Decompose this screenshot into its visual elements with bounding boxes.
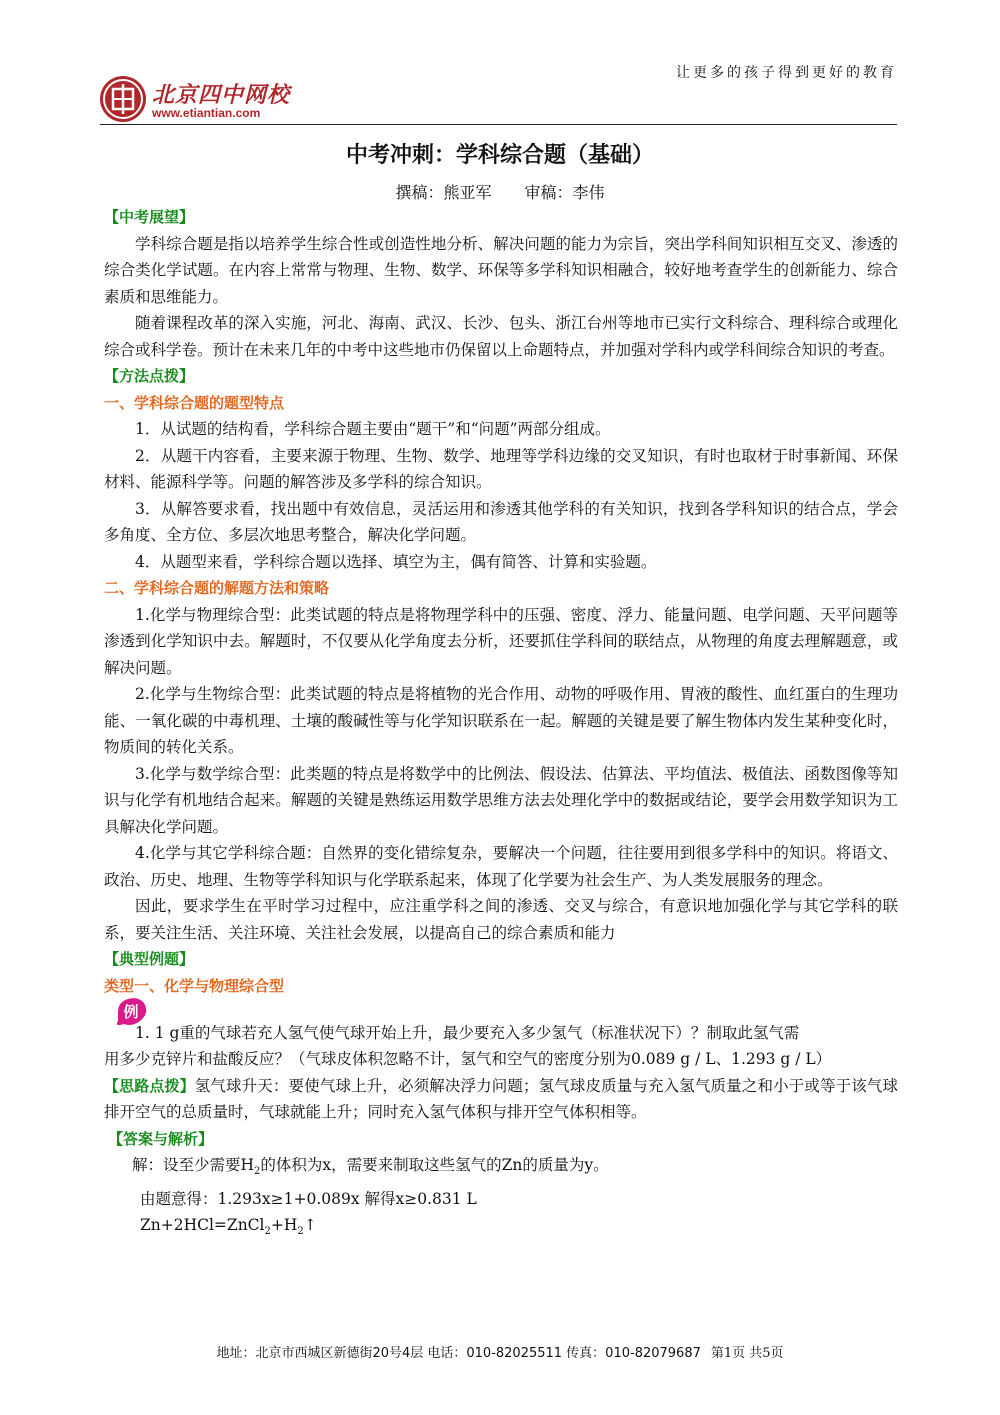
logo-name: 北京四中网校 [152, 83, 291, 108]
section-heading-1: 一、学科综合题的题型特点 [104, 393, 285, 412]
footer-address: 地址：北京市西城区新德街20号4层 电话：010-82025511 传真：010-82079687 [216, 1346, 701, 1361]
strategy-4: 4.化学与其它学科综合题：自然界的变化错综复杂，要解决一个问题，往往要用到很多学科中的知识。将语文、政治、历史、地理、生物等学科知识与化学联系起来，体现了化学要为社会生产、为人类发展服务的理念。 [104, 844, 898, 889]
answer-line-1 [132, 1152, 898, 1186]
answer-line-1-b: 的体积为x，需要来制取这些氢气的Zn的质量为y。 [260, 1156, 609, 1174]
strategy-summary: 因此，要求学生在平时学习过程中，应注重学科之间的渗透、交叉与综合，有意识地加强化学与其它学科的联系，要关注生活、关注环境、关注社会发展，以提高自己的综合素质和能力 [104, 897, 898, 942]
eq-sub-2: 2 [297, 1226, 304, 1238]
feature-3: 3．从解答要求看，找出题中有效信息，灵活运用和渗透其他学科的有关知识，找到各学科知识的结合点，学会多角度、全方位、多层次地思考整合，解决化学问题。 [104, 499, 898, 544]
example-badge-label: 例 [123, 1003, 139, 1021]
reviewer: 审稿：李伟 [524, 183, 605, 202]
header-slogan: 让更多的孩子得到更好的教育 [676, 65, 897, 81]
hint-paragraph [104, 1073, 898, 1126]
outlook-paragraph-2: 随着课程改革的深入实施，河北、海南、武汉、长沙、包头、浙江台州等地市已实行文科综合、理科综合或理化综合或科学卷。预计在未来几年的中考中这些地市仍保留以上命题特点，并加强对学科内或学科间综合知识的考查。 [104, 314, 898, 359]
reaction-equation [140, 1212, 898, 1246]
feature-4: 4．从题型来看，学科综合题以选择、填空为主，偶有简答、计算和实验题。 [135, 552, 657, 571]
page-number: 第1页 共5页 [710, 1346, 784, 1361]
logo-emblem-icon [100, 76, 146, 122]
header-divider [100, 124, 897, 125]
page-title: 中考冲刺：学科综合题（基础） [345, 143, 654, 168]
hint-text: 氢气球升天：要使气球上升，必须解决浮力问题；氢气球皮质量与充入氢气质量之和小于或等于该气球排开空气的总质量时，气球就能上升；同时充入氢气体积与排开空气体积相等。 [104, 1076, 898, 1121]
example-badge-icon [114, 997, 150, 1027]
question-1-line-2: 用多少克锌片和盐酸反应？（气球皮体积忽略不计，氢气和空气的密度分别为0.089 g / L、1.293 g / L） [104, 1050, 832, 1068]
type1-heading: 类型一、化学与物理综合型 [104, 976, 285, 995]
logo-url[interactable]: www.etiantian.com [152, 106, 261, 120]
feature-2: 2．从题干内容看，主要来源于物理、生物、数学、地理等学科边缘的交叉知识，有时也取材于时事新闻、环保材料、能源科学等。问题的解答涉及多学科的综合知识。 [104, 446, 898, 491]
author: 撰稿：熊亚军 [395, 183, 492, 202]
eq-sub-1: 2 [264, 1226, 271, 1238]
author-line [0, 180, 1000, 203]
eq-part-a: Zn+2HCl=ZnCl [140, 1216, 265, 1235]
example-badge-row [104, 999, 898, 1026]
method-heading: 【方法点拨】 [104, 367, 195, 385]
strategy-3: 3.化学与数学综合型：此类题的特点是将数学中的比例法、假设法、估算法、平均值法、极值法、函数图像等知识与化学有机地结合起来。解题的关键是熟练运用数学思维方法去处理化学中的数据或结论，要学会用数学知识为工具解决化学问题。 [104, 764, 898, 836]
question-1-line-1: 1. 1 g重的气球若充人氢气使气球开始上升，最少要充入多少氢气（标准状况下）？制取此氢气需 [135, 1023, 800, 1042]
eq-part-c: ↑ [303, 1216, 317, 1235]
page-header [100, 58, 897, 128]
answer-line-2: 由题意得：1.293x≥1+0.089x 解得x≥0.831 L [140, 1189, 477, 1208]
outlook-paragraph-1: 学科综合题是指以培养学生综合性或创造性地分析、解决问题的能力为宗旨，突出学科间知识相互交叉、渗透的综合类化学试题。在内容上常常与物理、生物、数学、环保等多学科知识相融合，较好地考查学生的创新能力、综合素质和思维能力。 [104, 234, 898, 306]
outlook-heading: 【中考展望】 [104, 208, 195, 226]
strategy-2: 2.化学与生物综合型：此类试题的特点是将植物的光合作用、动物的呼吸作用、胃液的酸性、血红蛋白的生理功能、一氧化碳的中毒机理、土壤的酸碱性等与化学知识联系在一起。解题的关键是要了解生物体内发生某种变化时，物质间的转化关系。 [104, 685, 898, 756]
page-footer [0, 1342, 1000, 1361]
school-logo[interactable] [100, 76, 400, 128]
hint-tag: 【思路点拨】 [104, 1076, 195, 1095]
document-body [104, 204, 898, 1246]
eq-part-b: +H [270, 1216, 298, 1235]
answer-line-1-a: 解：设至少需要H [132, 1156, 255, 1174]
example-heading: 【典型例题】 [104, 950, 195, 968]
section-heading-2: 二、学科综合题的解题方法和策略 [104, 579, 330, 597]
strategy-1: 1.化学与物理综合型：此类试题的特点是将物理学科中的压强、密度、浮力、能量问题、电学问题、天平问题等渗透到化学知识中去。解题时，不仅要从化学角度去分析，还要抓住学科间的联结点，从物理的角度去理解题意，或解决问题。 [104, 605, 898, 677]
feature-1: 1．从试题的结构看，学科综合题主要由“题干”和“问题”两部分组成。 [135, 420, 611, 438]
answer-line-1-sub: 2 [254, 1166, 261, 1178]
answer-tag: 【答案与解析】 [108, 1129, 214, 1148]
